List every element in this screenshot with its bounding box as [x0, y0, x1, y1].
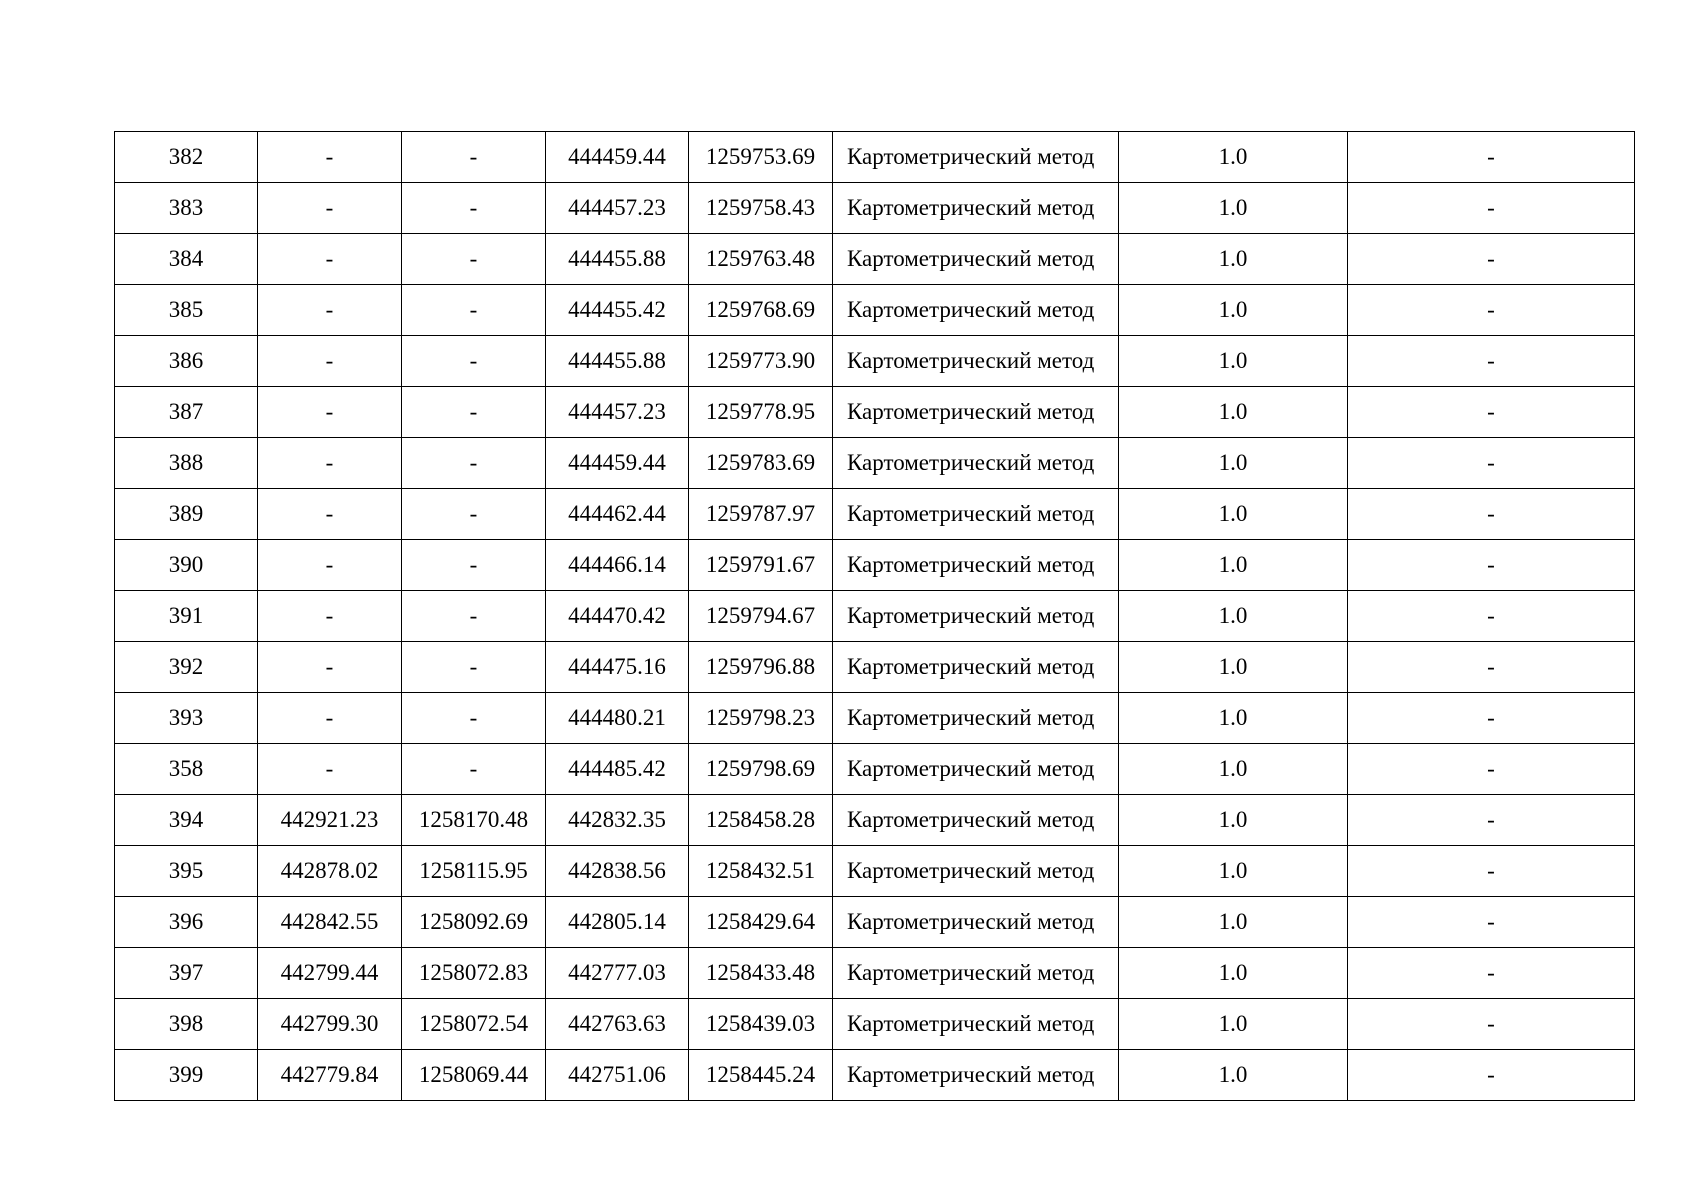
- cell-new-x: 444480.21: [546, 693, 689, 744]
- cell-method: Картометрический метод: [833, 897, 1119, 948]
- cell-point-number: 399: [115, 1050, 258, 1101]
- cell-existing-x: -: [258, 540, 402, 591]
- cell-new-x: 444475.16: [546, 642, 689, 693]
- cell-method: Картометрический метод: [833, 540, 1119, 591]
- cell-new-y: 1259798.69: [689, 744, 833, 795]
- cell-method: Картометрический метод: [833, 234, 1119, 285]
- cell-existing-x: -: [258, 438, 402, 489]
- cell-point-number: 385: [115, 285, 258, 336]
- cell-accuracy: 1.0: [1119, 744, 1348, 795]
- cell-existing-x: -: [258, 132, 402, 183]
- cell-method: Картометрический метод: [833, 1050, 1119, 1101]
- cell-point-number: 390: [115, 540, 258, 591]
- table-row: [115, 744, 1635, 795]
- cell-existing-y: -: [402, 336, 546, 387]
- cell-accuracy: 1.0: [1119, 693, 1348, 744]
- cell-existing-y: 1258072.54: [402, 999, 546, 1050]
- cell-existing-x: -: [258, 489, 402, 540]
- cell-point-number: 384: [115, 234, 258, 285]
- cell-accuracy: 1.0: [1119, 285, 1348, 336]
- cell-point-number: 392: [115, 642, 258, 693]
- cell-existing-y: -: [402, 744, 546, 795]
- cell-method: Картометрический метод: [833, 948, 1119, 999]
- cell-existing-y: -: [402, 438, 546, 489]
- cell-new-y: 1259773.90: [689, 336, 833, 387]
- cell-new-x: 444455.42: [546, 285, 689, 336]
- cell-point-number: 386: [115, 336, 258, 387]
- cell-new-x: 444466.14: [546, 540, 689, 591]
- table-row: [115, 948, 1635, 999]
- cell-accuracy: 1.0: [1119, 897, 1348, 948]
- cell-point-number: 389: [115, 489, 258, 540]
- cell-accuracy: 1.0: [1119, 387, 1348, 438]
- cell-note: -: [1348, 234, 1635, 285]
- cell-method: Картометрический метод: [833, 285, 1119, 336]
- cell-point-number: 393: [115, 693, 258, 744]
- table-row: [115, 285, 1635, 336]
- cell-accuracy: 1.0: [1119, 183, 1348, 234]
- table-row: [115, 693, 1635, 744]
- cell-accuracy: 1.0: [1119, 540, 1348, 591]
- table-row: [115, 642, 1635, 693]
- cell-accuracy: 1.0: [1119, 999, 1348, 1050]
- cell-existing-x: -: [258, 387, 402, 438]
- cell-existing-y: -: [402, 387, 546, 438]
- cell-new-y: 1259787.97: [689, 489, 833, 540]
- cell-accuracy: 1.0: [1119, 795, 1348, 846]
- table-row: [115, 591, 1635, 642]
- table-row: [115, 234, 1635, 285]
- cell-new-y: 1259796.88: [689, 642, 833, 693]
- cell-existing-x: -: [258, 744, 402, 795]
- cell-note: -: [1348, 999, 1635, 1050]
- cell-new-x: 444457.23: [546, 387, 689, 438]
- cell-existing-x: -: [258, 591, 402, 642]
- cell-note: -: [1348, 591, 1635, 642]
- cell-accuracy: 1.0: [1119, 336, 1348, 387]
- cell-new-y: 1258429.64: [689, 897, 833, 948]
- cell-point-number: 395: [115, 846, 258, 897]
- cell-existing-x: 442779.84: [258, 1050, 402, 1101]
- cell-accuracy: 1.0: [1119, 438, 1348, 489]
- table-body: [115, 132, 1635, 1101]
- cell-existing-y: -: [402, 642, 546, 693]
- cell-existing-y: -: [402, 540, 546, 591]
- cell-point-number: 383: [115, 183, 258, 234]
- cell-method: Картометрический метод: [833, 132, 1119, 183]
- cell-existing-y: -: [402, 693, 546, 744]
- cell-method: Картометрический метод: [833, 591, 1119, 642]
- cell-existing-y: -: [402, 234, 546, 285]
- cell-method: Картометрический метод: [833, 642, 1119, 693]
- cell-new-y: 1258432.51: [689, 846, 833, 897]
- cell-new-x: 442751.06: [546, 1050, 689, 1101]
- cell-existing-x: 442799.44: [258, 948, 402, 999]
- table-row: [115, 540, 1635, 591]
- cell-accuracy: 1.0: [1119, 948, 1348, 999]
- cell-method: Картометрический метод: [833, 183, 1119, 234]
- cell-existing-x: 442842.55: [258, 897, 402, 948]
- table-row: [115, 336, 1635, 387]
- cell-new-x: 444455.88: [546, 234, 689, 285]
- cell-method: Картометрический метод: [833, 999, 1119, 1050]
- cell-method: Картометрический метод: [833, 387, 1119, 438]
- cell-new-y: 1259783.69: [689, 438, 833, 489]
- table-row: [115, 795, 1635, 846]
- cell-new-x: 442777.03: [546, 948, 689, 999]
- cell-existing-x: -: [258, 183, 402, 234]
- cell-method: Картометрический метод: [833, 336, 1119, 387]
- cell-note: -: [1348, 336, 1635, 387]
- table-row: [115, 897, 1635, 948]
- cell-existing-y: -: [402, 183, 546, 234]
- table-row: [115, 489, 1635, 540]
- cell-point-number: 388: [115, 438, 258, 489]
- cell-new-y: 1258458.28: [689, 795, 833, 846]
- cell-new-x: 444462.44: [546, 489, 689, 540]
- cell-point-number: 358: [115, 744, 258, 795]
- cell-existing-y: 1258072.83: [402, 948, 546, 999]
- cell-existing-y: 1258069.44: [402, 1050, 546, 1101]
- cell-note: -: [1348, 846, 1635, 897]
- coordinates-table: [114, 131, 1635, 1101]
- cell-point-number: 396: [115, 897, 258, 948]
- cell-existing-y: 1258092.69: [402, 897, 546, 948]
- cell-method: Картометрический метод: [833, 846, 1119, 897]
- cell-new-x: 444459.44: [546, 438, 689, 489]
- cell-method: Картометрический метод: [833, 438, 1119, 489]
- cell-note: -: [1348, 693, 1635, 744]
- cell-note: -: [1348, 948, 1635, 999]
- cell-new-y: 1259798.23: [689, 693, 833, 744]
- cell-new-x: 442832.35: [546, 795, 689, 846]
- cell-new-y: 1259794.67: [689, 591, 833, 642]
- cell-note: -: [1348, 744, 1635, 795]
- cell-accuracy: 1.0: [1119, 846, 1348, 897]
- cell-point-number: 382: [115, 132, 258, 183]
- cell-existing-y: -: [402, 489, 546, 540]
- cell-point-number: 387: [115, 387, 258, 438]
- cell-existing-y: 1258170.48: [402, 795, 546, 846]
- cell-new-y: 1258433.48: [689, 948, 833, 999]
- cell-new-x: 444455.88: [546, 336, 689, 387]
- table-row: [115, 387, 1635, 438]
- cell-point-number: 391: [115, 591, 258, 642]
- cell-accuracy: 1.0: [1119, 591, 1348, 642]
- cell-note: -: [1348, 795, 1635, 846]
- table-row: [115, 438, 1635, 489]
- cell-new-y: 1258439.03: [689, 999, 833, 1050]
- cell-new-y: 1258445.24: [689, 1050, 833, 1101]
- cell-existing-y: -: [402, 132, 546, 183]
- cell-note: -: [1348, 132, 1635, 183]
- cell-new-y: 1259778.95: [689, 387, 833, 438]
- cell-new-x: 444485.42: [546, 744, 689, 795]
- cell-point-number: 397: [115, 948, 258, 999]
- cell-note: -: [1348, 1050, 1635, 1101]
- table-row: [115, 846, 1635, 897]
- cell-note: -: [1348, 489, 1635, 540]
- cell-existing-y: -: [402, 285, 546, 336]
- cell-new-x: 444459.44: [546, 132, 689, 183]
- cell-method: Картометрический метод: [833, 795, 1119, 846]
- cell-method: Картометрический метод: [833, 693, 1119, 744]
- cell-point-number: 398: [115, 999, 258, 1050]
- cell-note: -: [1348, 183, 1635, 234]
- cell-note: -: [1348, 642, 1635, 693]
- cell-accuracy: 1.0: [1119, 489, 1348, 540]
- cell-new-x: 444457.23: [546, 183, 689, 234]
- cell-existing-x: 442921.23: [258, 795, 402, 846]
- cell-note: -: [1348, 540, 1635, 591]
- cell-new-x: 442838.56: [546, 846, 689, 897]
- cell-new-y: 1259763.48: [689, 234, 833, 285]
- cell-note: -: [1348, 285, 1635, 336]
- cell-method: Картометрический метод: [833, 489, 1119, 540]
- cell-existing-y: -: [402, 591, 546, 642]
- cell-accuracy: 1.0: [1119, 132, 1348, 183]
- cell-existing-x: -: [258, 642, 402, 693]
- cell-new-y: 1259768.69: [689, 285, 833, 336]
- table-row: [115, 1050, 1635, 1101]
- cell-new-x: 444470.42: [546, 591, 689, 642]
- cell-existing-x: -: [258, 693, 402, 744]
- cell-accuracy: 1.0: [1119, 642, 1348, 693]
- cell-existing-x: -: [258, 336, 402, 387]
- cell-point-number: 394: [115, 795, 258, 846]
- cell-new-x: 442805.14: [546, 897, 689, 948]
- table-row: [115, 132, 1635, 183]
- cell-existing-x: -: [258, 234, 402, 285]
- cell-new-x: 442763.63: [546, 999, 689, 1050]
- cell-existing-x: 442878.02: [258, 846, 402, 897]
- cell-note: -: [1348, 438, 1635, 489]
- table-row: [115, 999, 1635, 1050]
- cell-note: -: [1348, 387, 1635, 438]
- cell-note: -: [1348, 897, 1635, 948]
- cell-new-y: 1259758.43: [689, 183, 833, 234]
- cell-new-y: 1259791.67: [689, 540, 833, 591]
- cell-existing-x: -: [258, 285, 402, 336]
- cell-new-y: 1259753.69: [689, 132, 833, 183]
- cell-accuracy: 1.0: [1119, 234, 1348, 285]
- cell-existing-y: 1258115.95: [402, 846, 546, 897]
- cell-existing-x: 442799.30: [258, 999, 402, 1050]
- cell-accuracy: 1.0: [1119, 1050, 1348, 1101]
- cell-method: Картометрический метод: [833, 744, 1119, 795]
- table-row: [115, 183, 1635, 234]
